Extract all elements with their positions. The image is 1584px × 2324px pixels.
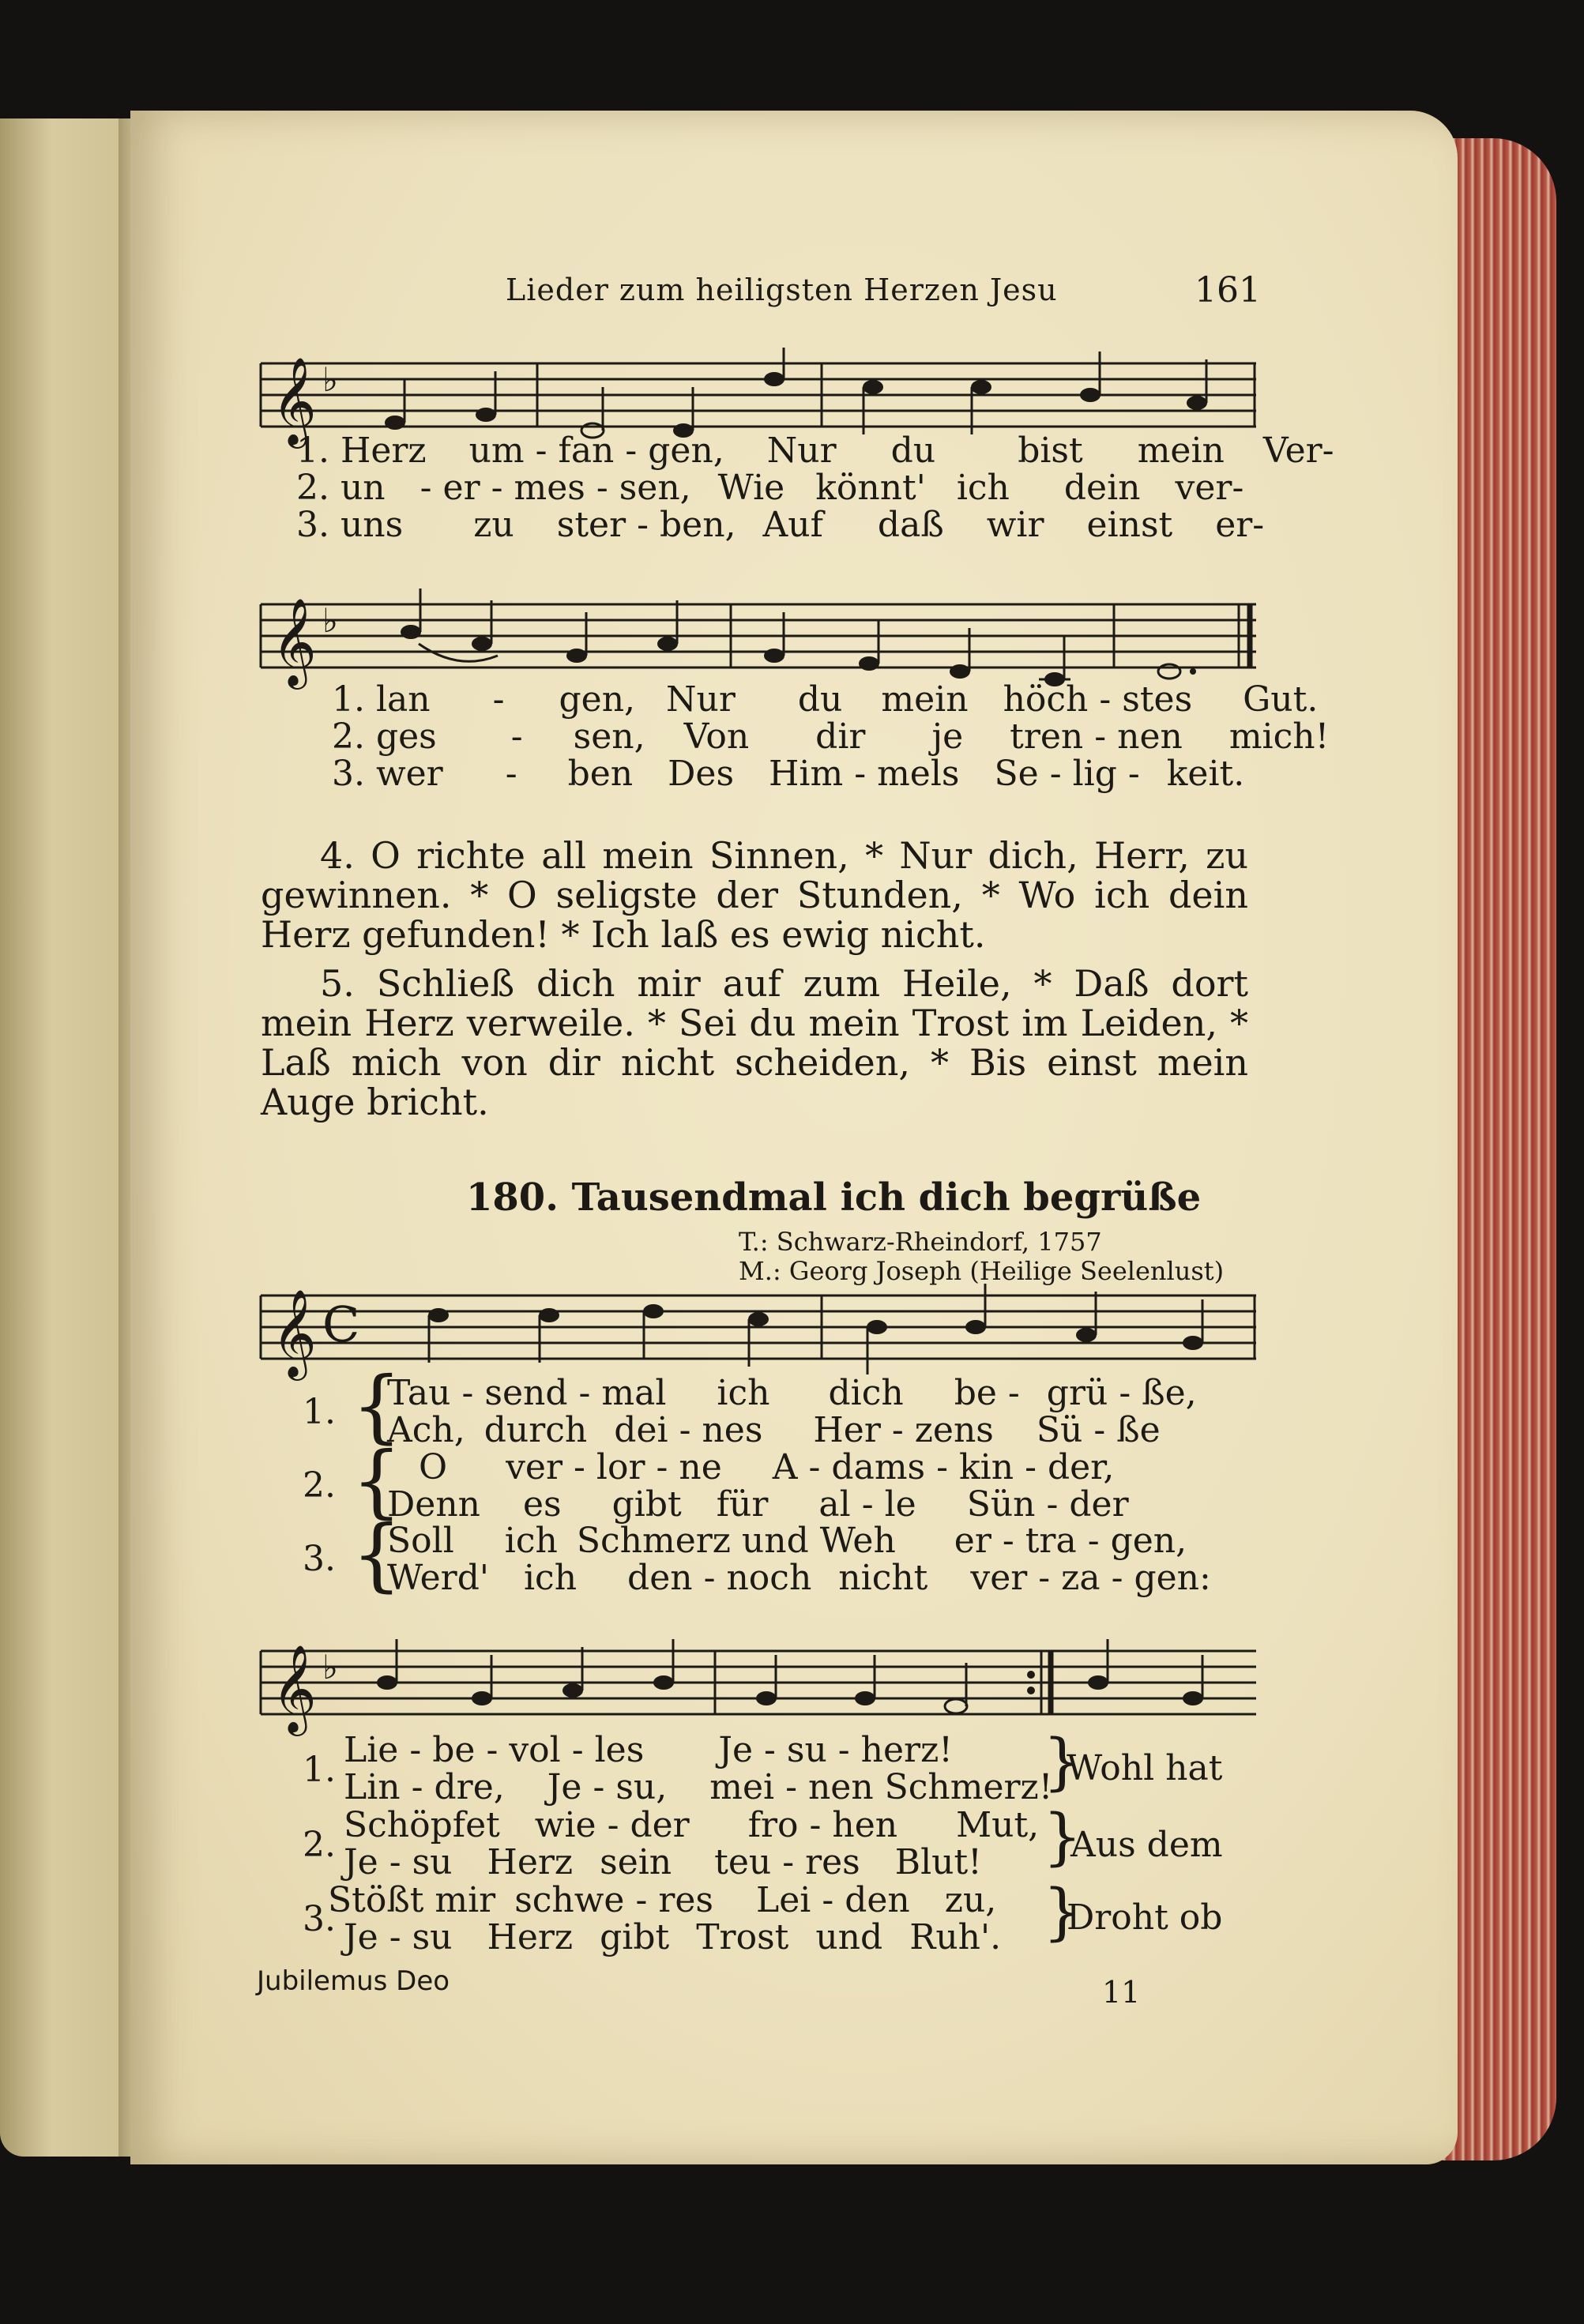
verse-3-line-a: Soll ich Schmerz und Weh er - tra - gen, <box>387 1521 1187 1561</box>
verse-3-line-b: Werd' ich den - noch nicht ver - za - gen: <box>387 1558 1211 1598</box>
verse-2-line-1: 2. un - er - mes - sen, Wie könnt' ich dein ver- <box>296 468 1244 508</box>
footer-signature-number: 11 <box>1102 1975 1141 2010</box>
refrain-verse-1-line-b: Lin - dre, Je - su, mei - nen Schmerz! <box>344 1767 1053 1807</box>
verse-1-number: 1. <box>303 1392 336 1432</box>
refrain-verse-2-number: 2. <box>303 1825 336 1865</box>
svg-text:𝄞: 𝄞 <box>272 597 317 686</box>
stanza-5: 5. Schließ dich mir auf zum Heile, * Daß dort mein Herz verweile. * Sei du mein Trost im Leiden, * Laß mich von dir nicht scheiden, * Bis einst mein Auge bricht. <box>261 962 1248 1123</box>
verse-2-brace: { <box>352 1435 402 1527</box>
verse-2-number: 2. <box>303 1465 336 1506</box>
refrain-verse-2-brace: } <box>1043 1802 1082 1873</box>
verse-2-line-a: O ver - lor - ne A - dams - kin - der, <box>419 1447 1115 1487</box>
refrain-verse-1-number: 1. <box>303 1750 336 1790</box>
music-staff-4 <box>261 1635 1256 1746</box>
refrain-verse-3-brace: } <box>1043 1877 1082 1948</box>
verse-3-line-2: 3. wer - ben Des Him - mels Se - lig - keit. <box>332 754 1245 794</box>
refrain-verse-3-number: 3. <box>303 1899 336 1939</box>
text-credit: T.: Schwarz-Rheindorf, 1757 <box>739 1227 1102 1257</box>
refrain-verse-3-continuation: Droht ob <box>1067 1897 1223 1938</box>
refrain-verse-1-continuation: Wohl hat <box>1067 1748 1223 1788</box>
refrain-verse-2-line-a: Schöpfet wie - der fro - hen Mut, <box>344 1805 1040 1845</box>
svg-text:C: C <box>322 1295 360 1353</box>
footer-book-title: Jubilemus Deo <box>257 1965 450 1997</box>
melody-credit: M.: Georg Joseph (Heilige Seelenlust) <box>739 1256 1225 1286</box>
verse-3-number: 3. <box>303 1539 336 1579</box>
svg-text:♭: ♭ <box>322 360 338 399</box>
stanza-4: 4. O richte all mein Sinnen, * Nur dich, Herr, zu gewinnen. * O seligste der Stunden, * Wo ich dein Herz gefunden! * Ich laß es ewig nicht. <box>261 834 1248 956</box>
song-title: 180. Tausendmal ich dich begrüße <box>466 1175 1202 1220</box>
verse-1-line-1: 1. Herz um - fan - gen, Nur du bist mein Ver- <box>296 431 1334 471</box>
refrain-verse-2-continuation: Aus dem <box>1070 1825 1223 1865</box>
verse-1-line-a: Tau - send - mal ich dich be - grü - ße, <box>387 1373 1197 1413</box>
verse-2-line-2: 2. ges - sen, Von dir je tren - nen mich! <box>332 716 1330 757</box>
refrain-verse-3-line-a: Stößt mir schwe - res Lei - den zu, <box>328 1880 997 1920</box>
refrain-verse-1-brace: } <box>1043 1727 1082 1798</box>
refrain-verse-2-line-b: Je - su Herz sein teu - res Blut! <box>344 1842 982 1882</box>
verse-1-brace: { <box>352 1359 402 1452</box>
verse-3-line-1: 3. uns zu ster - ben, Auf daß wir einst er- <box>296 505 1265 545</box>
verse-1-line-2: 1. lan - gen, Nur du mein höch - stes Gut. <box>332 679 1319 720</box>
verse-2-line-b: Denn es gibt für al - le Sün - der <box>387 1484 1129 1525</box>
svg-text:♭: ♭ <box>322 601 338 640</box>
refrain-verse-3-line-b: Je - su Herz gibt Trost und Ruh'. <box>344 1917 1002 1957</box>
facing-page-edge <box>0 118 130 2157</box>
page-number: 161 <box>1195 270 1261 310</box>
svg-text:♭: ♭ <box>322 1648 338 1687</box>
verse-1-line-b: Ach, durch dei - nes Her - zens Sü - ße <box>387 1410 1161 1450</box>
svg-text:𝄞: 𝄞 <box>272 1644 317 1732</box>
svg-text:𝄞: 𝄞 <box>272 1288 317 1377</box>
svg-text:𝄞: 𝄞 <box>272 356 317 445</box>
refrain-verse-1-line-a: Lie - be - vol - les Je - su - herz! <box>344 1730 953 1770</box>
verse-3-brace: { <box>352 1508 402 1600</box>
running-title: Lieder zum heiligsten Herzen Jesu <box>506 273 1058 307</box>
